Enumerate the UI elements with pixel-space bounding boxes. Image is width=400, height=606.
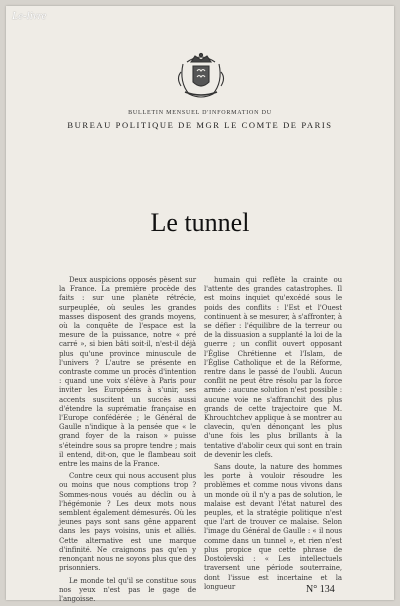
paragraph: Le monde tel qu'il se constitue sous nos yeux n'est pas le gage de l'angoisse. — [59, 576, 196, 603]
paragraph: Contre ceux qui nous accusent plus ou moins que nous comptions trop ? Sommes-nous voués au déclin ou à l'hégémonie ? Les deux mots nous semblent également démesurés. Où les jeunes pays sont sans gêne apparent dans les pays voisins, unis et alliés. Cette alternative est une marque d'infinité. Ne craignons pas qu'en y renonçant nous ne soyons plus que des prisonniers. — [59, 472, 196, 573]
paragraph: Sans doute, la nature des hommes les porte à vouloir résoudre les problèmes et comme nous vivons dans un monde où il n'y a pas de solution, le malaise est devant l'état naturel des peuples, et la stratégie politique n'est que l'art de trouver ce malaise. Selon l'image du Général de Gaulle : « il nous comme dans un tunnel », et rien n'est plus propice que cette phrase de Dostoïevski : « Les intellectuels traversent une période souterraine, dont l'issue est incertaine et la longueur — [204, 463, 342, 591]
bureau-heading: BUREAU POLITIQUE DE MGR LE COMTE DE PARIS — [67, 120, 333, 130]
article-column-left — [59, 276, 196, 603]
royal-crest-icon — [173, 46, 229, 102]
paragraph: Deux auspicions opposés pèsent sur la France. La première procède des faits : sur une planète rétrécie, surpeuplée, où seules les grandes masses disposent des grands moyens, où la conquête de l'espace est la mesure de la puissance, notre « pré carré », si bien bâti soit-il, n'est-il déjà plus qu'une province minuscule de l'univers ? L'autre se présente en contraste comme un procès d'intention : quand une voix s'élève à Paris pour inviter les Européens à s'unir, ses accents suscitent un succès aussi d'étendre la suprématie française en l'Europe confédérée ; le Général de Gaulle n'indique à la pensée que « le grand foyer de la raison » puisse s'éteindre sous sa propre tendre ; mais il entend, dit-on, que le flambeau soit entre les mains de la France. — [59, 276, 196, 469]
bulletin-subtitle: BULLETIN MENSUEL D'INFORMATION DU — [128, 110, 272, 116]
article-title: Le tunnel — [150, 208, 250, 237]
document-page — [6, 6, 394, 603]
issue-number: N° 134 — [306, 584, 335, 595]
paragraph: humain qui reflète la crainte ou l'attente des grandes catastrophes. Il est moins inquiet qu'excédé sous le poids des conflits : l'Est et l'Ouest continuent à se mesurer, à s'affronter, à se défier : l'équilibre de la terreur ou de la dissuasion a supplanté la loi de la guerre ; un conflit ouvert opposant l'Église Chrétienne et l'Islam, de l'Église Catholique et de la Réforme, rentre dans le passé de l'oubli. Aucun conflit ne peut être résolu par la force armée : aucune solution n'est possible : aucune voie ne s'affranchit des plus grands de cette trajectoire que M. Khrouchtchev applique à se montrer au clavecin, qu'en dénonçant les plus d'une fois les plus brillants à la tentative d'abolir ceux qui sont en train de devenir les clefs. — [204, 276, 342, 459]
watermark: Le-livre — [12, 10, 47, 22]
